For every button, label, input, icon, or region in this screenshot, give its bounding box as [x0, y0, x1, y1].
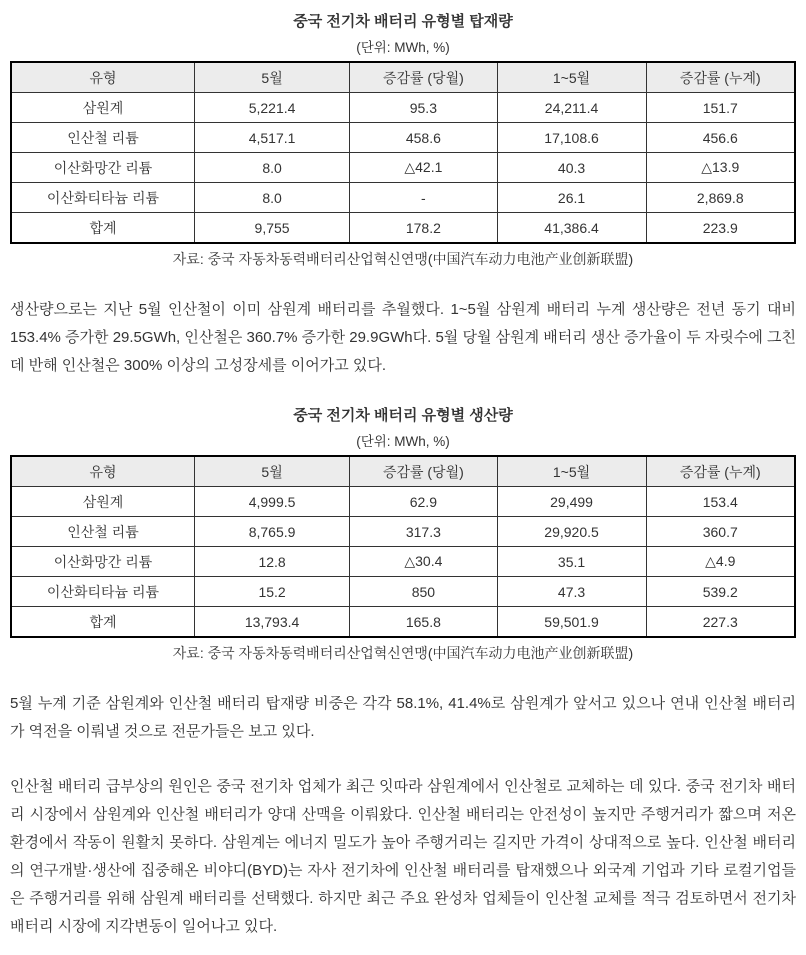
cell-may: 8,765.9: [194, 517, 349, 547]
table-row-lmo: [11, 153, 795, 183]
cell-jan-may: 29,920.5: [497, 517, 646, 547]
cell-jan-may: 24,211.4: [497, 93, 646, 123]
table-source-note: 자료: 중국 자동차동력배터리산업혁신연맹(中国汽车动力电池产业创新联盟): [172, 251, 634, 267]
paragraph-share-comparison: 5월 누계 기준 삼원계와 인산철 배터리 탑재량 비중은 각각 58.1%, 41.4%로 삼원계가 앞서고 있으나 연내 인산철 배터리가 역전을 이뤄낼 것으로 전문가들은 보고 있다.: [10, 695, 796, 740]
cell-type: 이산화티타늄 리튬: [11, 577, 194, 607]
cell-jan-may: 47.3: [497, 577, 646, 607]
cell-jan-may: 40.3: [497, 153, 646, 183]
column-header-type: 유형: [11, 62, 194, 93]
column-header-cum-change: 증감률 (누계): [646, 456, 795, 487]
cell-cum-change: 227.3: [646, 607, 795, 638]
cell-may: 13,793.4: [194, 607, 349, 638]
installation-table: [10, 61, 796, 244]
table-header-row: [11, 62, 795, 93]
cell-cum-change: △13.9: [646, 153, 795, 183]
cell-type: 삼원계: [11, 487, 194, 517]
cell-jan-may: 29,499: [497, 487, 646, 517]
cell-cum-change: 456.6: [646, 123, 795, 153]
cell-may: 8.0: [194, 153, 349, 183]
cell-jan-may: 17,108.6: [497, 123, 646, 153]
cell-mom-change: 850: [350, 577, 497, 607]
cell-mom-change: △30.4: [350, 547, 497, 577]
table-row-lfp: [11, 517, 795, 547]
cell-cum-change: △4.9: [646, 547, 795, 577]
cell-may: 5,221.4: [194, 93, 349, 123]
cell-may: 8.0: [194, 183, 349, 213]
column-header-may: 5월: [194, 456, 349, 487]
cell-type: 인산철 리튬: [11, 517, 194, 547]
cell-cum-change: 360.7: [646, 517, 795, 547]
cell-type: 삼원계: [11, 93, 194, 123]
column-header-may: 5월: [194, 62, 349, 93]
cell-mom-change: 165.8: [350, 607, 497, 638]
table-row-ternary: [11, 93, 795, 123]
table-unit-label: (단위: MWh, %): [356, 434, 450, 449]
cell-type: 합계: [11, 213, 194, 244]
cell-cum-change: 151.7: [646, 93, 795, 123]
cell-mom-change: 458.6: [350, 123, 497, 153]
cell-jan-may: 26.1: [497, 183, 646, 213]
cell-jan-may: 35.1: [497, 547, 646, 577]
column-header-jan-may: 1~5월: [497, 456, 646, 487]
production-table-section: [10, 404, 796, 663]
cell-cum-change: 2,869.8: [646, 183, 795, 213]
cell-jan-may: 41,386.4: [497, 213, 646, 244]
cell-mom-change: -: [350, 183, 497, 213]
table-unit-label: (단위: MWh, %): [356, 40, 450, 55]
table-row-total: [11, 213, 795, 244]
cell-type: 이산화망간 리튬: [11, 153, 194, 183]
cell-mom-change: 317.3: [350, 517, 497, 547]
cell-mom-change: △42.1: [350, 153, 497, 183]
table-row-total: [11, 607, 795, 638]
cell-may: 4,999.5: [194, 487, 349, 517]
table-title-installation: 중국 전기차 배터리 유형별 탑재량: [293, 13, 513, 30]
cell-mom-change: 62.9: [350, 487, 497, 517]
cell-cum-change: 153.4: [646, 487, 795, 517]
cell-may: 12.8: [194, 547, 349, 577]
cell-type: 인산철 리튬: [11, 123, 194, 153]
installation-table-section: [10, 10, 796, 269]
cell-cum-change: 539.2: [646, 577, 795, 607]
paragraph-production-overtake: 생산량으로는 지난 5월 인산철이 이미 삼원계 배터리를 추월했다. 1~5월 삼원계 배터리 누계 생산량은 전년 동기 대비 153.4% 증가한 29.5GWh, 인산철은 360.7% 증가한 29.9GWh다. 5월 당월 삼원계 배터리 생산 증가율이 두 자릿수에 그친 데 반해 인산철은 300% 이상의 고성장세를 이어가고 있다.: [10, 301, 796, 374]
table-title-production: 중국 전기차 배터리 유형별 생산량: [293, 407, 513, 424]
table-row-lto: [11, 183, 795, 213]
column-header-type: 유형: [11, 456, 194, 487]
column-header-jan-may: 1~5월: [497, 62, 646, 93]
cell-type: 이산화티타늄 리튬: [11, 183, 194, 213]
cell-may: 9,755: [194, 213, 349, 244]
paragraph-lfp-rise-reason: 인산철 배터리 급부상의 원인은 중국 전기차 업체가 최근 잇따라 삼원계에서 인산철로 교체하는 데 있다. 중국 전기차 배터리 시장에서 삼원계와 인산철 배터리가 양대 산맥을 이뤄왔다. 인산철 배터리는 안전성이 높지만 주행거리가 짧으며 저온 환경에서 작동이 원활치 못하다. 삼원계는 에너지 밀도가 높아 주행거리는 길지만 가격이 상대적으로 높다. 인산철 배터리의 연구개발·생산에 집중해온 비야디(BYD)는 자사 전기차에 인산철 배터리를 탑재했으나 외국계 기업과 기타 로컬기업들은 주행거리를 위해 삼원계 배터리를 선택했다. 하지만 최근 주요 완성차 업체들이 인산철 교체를 적극 검토하면서 전기차 배터리 시장에 지각변동이 일어나고 있다.: [10, 778, 796, 935]
column-header-mom-change: 증감률 (당월): [350, 62, 497, 93]
cell-cum-change: 223.9: [646, 213, 795, 244]
cell-jan-may: 59,501.9: [497, 607, 646, 638]
cell-may: 15.2: [194, 577, 349, 607]
table-row-lmo: [11, 547, 795, 577]
cell-type: 이산화망간 리튬: [11, 547, 194, 577]
cell-mom-change: 178.2: [350, 213, 497, 244]
column-header-cum-change: 증감률 (누계): [646, 62, 795, 93]
cell-type: 합계: [11, 607, 194, 638]
table-row-ternary: [11, 487, 795, 517]
table-source-note: 자료: 중국 자동차동력배터리산업혁신연맹(中国汽车动力电池产业创新联盟): [172, 645, 634, 661]
table-row-lto: [11, 577, 795, 607]
column-header-mom-change: 증감률 (당월): [350, 456, 497, 487]
cell-may: 4,517.1: [194, 123, 349, 153]
production-table: [10, 455, 796, 638]
table-header-row: [11, 456, 795, 487]
cell-mom-change: 95.3: [350, 93, 497, 123]
table-row-lfp: [11, 123, 795, 153]
